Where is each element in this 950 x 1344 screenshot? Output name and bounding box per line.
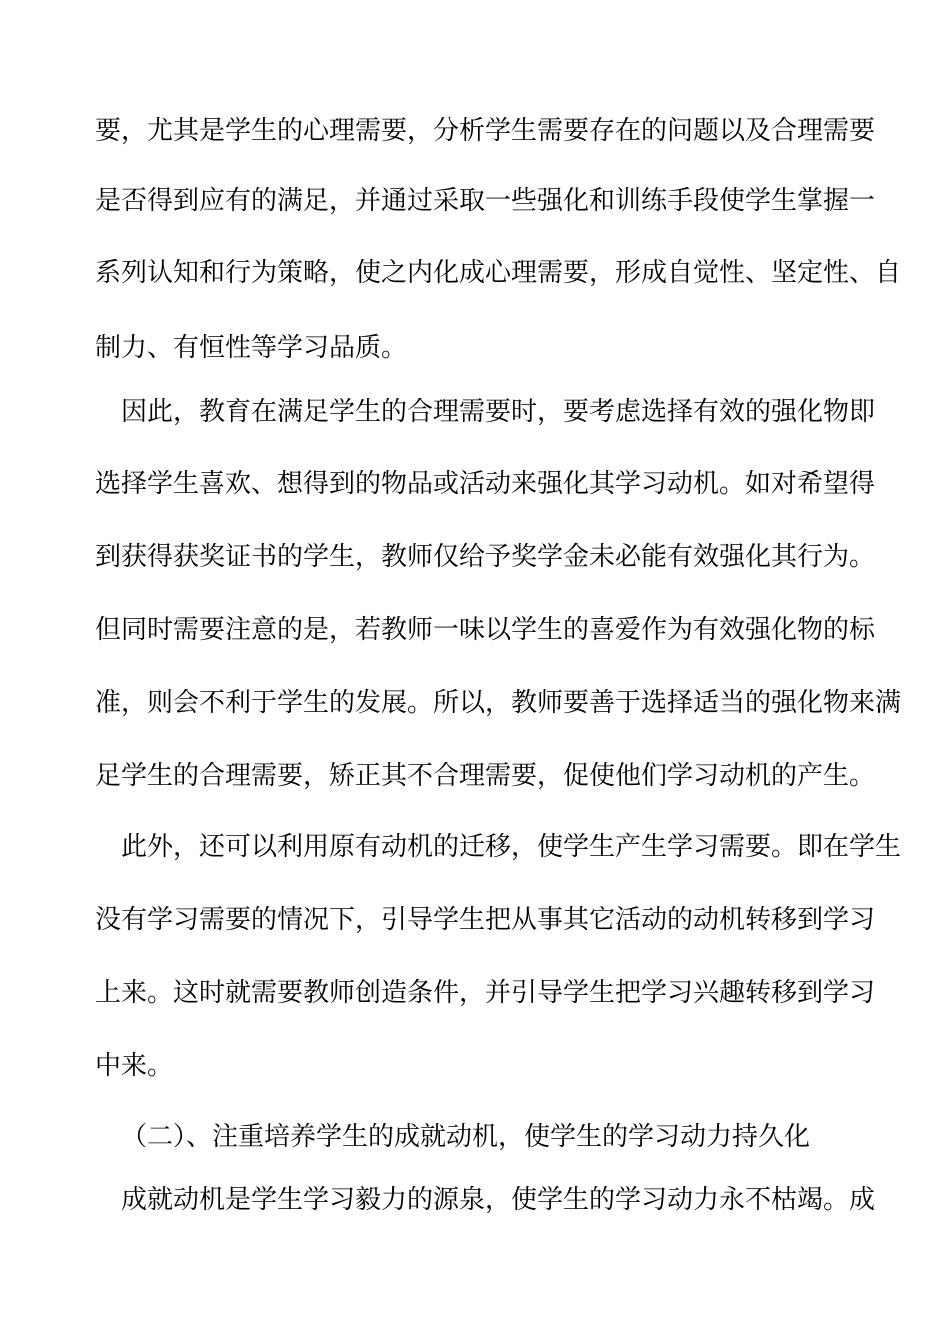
paragraph-line: 是否得到应有的满足，并通过采取一些强化和训练手段使学生掌握一 <box>95 186 876 216</box>
paragraph-line: 上来。这时就需要教师创造条件，并引导学生把学习兴趣转移到学习 <box>95 978 876 1008</box>
paragraph-line: 此外，还可以利用原有动机的迁移，使学生产生学习需要。即在学生 <box>121 832 902 862</box>
paragraph-line: 成就动机是学生学习毅力的源泉，使学生的学习动力永不枯竭。成 <box>121 1185 876 1215</box>
paragraph-line: 准，则会不利于学生的发展。所以，教师要善于选择适当的强化物来满 <box>95 688 902 718</box>
paragraph-line: 选择学生喜欢、想得到的物品或活动来强化其学习动机。如对希望得 <box>95 469 876 499</box>
paragraph-line: 到获得获奖证书的学生，教师仅给予奖学金未必能有效强化其行为。 <box>95 542 876 572</box>
paragraph-line: 制力、有恒性等学习品质。 <box>95 333 408 363</box>
section-heading: （二）、注重培养学生的成就动机，使学生的学习动力持久化 <box>121 1122 811 1152</box>
paragraph-line: 中来。 <box>95 1051 174 1081</box>
paragraph-line: 没有学习需要的情况下，引导学生把从事其它活动的动机转移到学习 <box>95 905 876 935</box>
paragraph-line: 系列认知和行为策略，使之内化成心理需要，形成自觉性、坚定性、自 <box>95 258 902 288</box>
paragraph-line: 足学生的合理需要，矫正其不合理需要，促使他们学习动机的产生。 <box>95 761 876 791</box>
paragraph-line: 要，尤其是学生的心理需要，分析学生需要存在的问题以及合理需要 <box>95 116 876 146</box>
paragraph-line: 因此，教育在满足学生的合理需要时，要考虑选择有效的强化物即 <box>121 397 876 427</box>
paragraph-line: 但同时需要注意的是，若教师一味以学生的喜爱作为有效强化物的标 <box>95 615 876 645</box>
